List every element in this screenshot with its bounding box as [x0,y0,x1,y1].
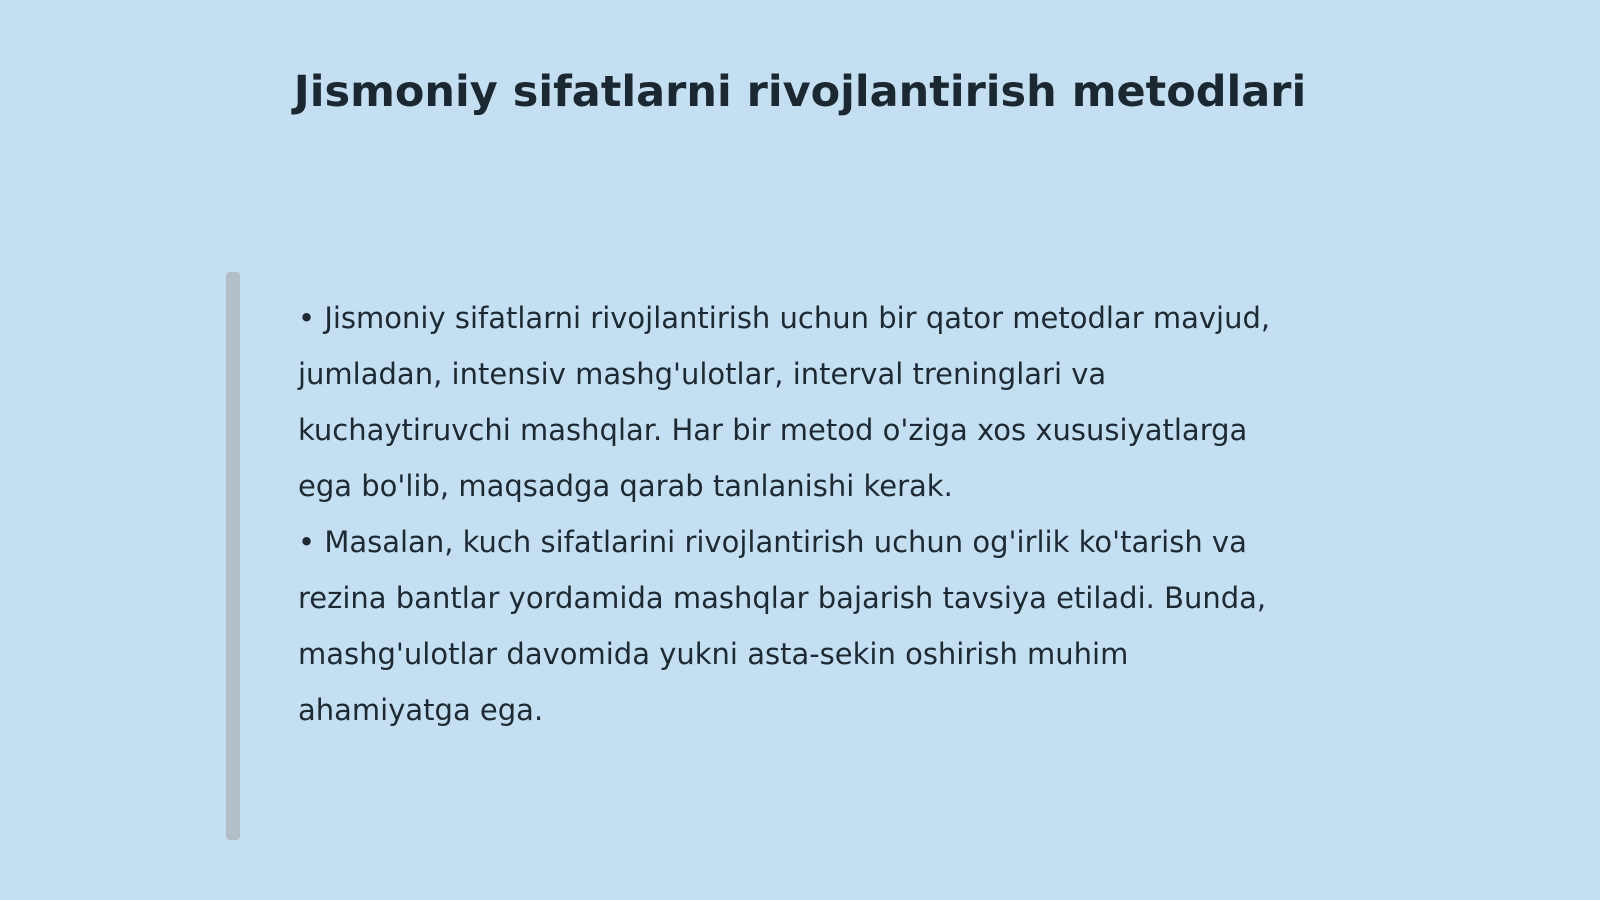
bullet-paragraph: • Jismoniy sifatlarni rivojlantirish uchun bir qator metodlar mavjud, jumladan, intensiv mashg'ulotlar, interval treninglari va kuchaytiruvchi mashqlar. Har bir metod o'ziga xos xususiyatlarga ega bo'lib, maqsadga qarab tanlanishi kerak. [298,301,1271,503]
slide-title: Jismoniy sifatlarni rivojlantirish metodlari [293,67,1307,117]
bullet-paragraph: • Masalan, kuch sifatlarini rivojlantirish uchun og'irlik ko'tarish va rezina bantlar yordamida mashqlar bajarish tavsiya etiladi. Bunda, mashg'ulotlar davomida yukni asta-sekin oshirish muhim ahamiyatga ega. [298,525,1267,727]
accent-bar [226,272,240,840]
slide-body [298,290,1308,738]
